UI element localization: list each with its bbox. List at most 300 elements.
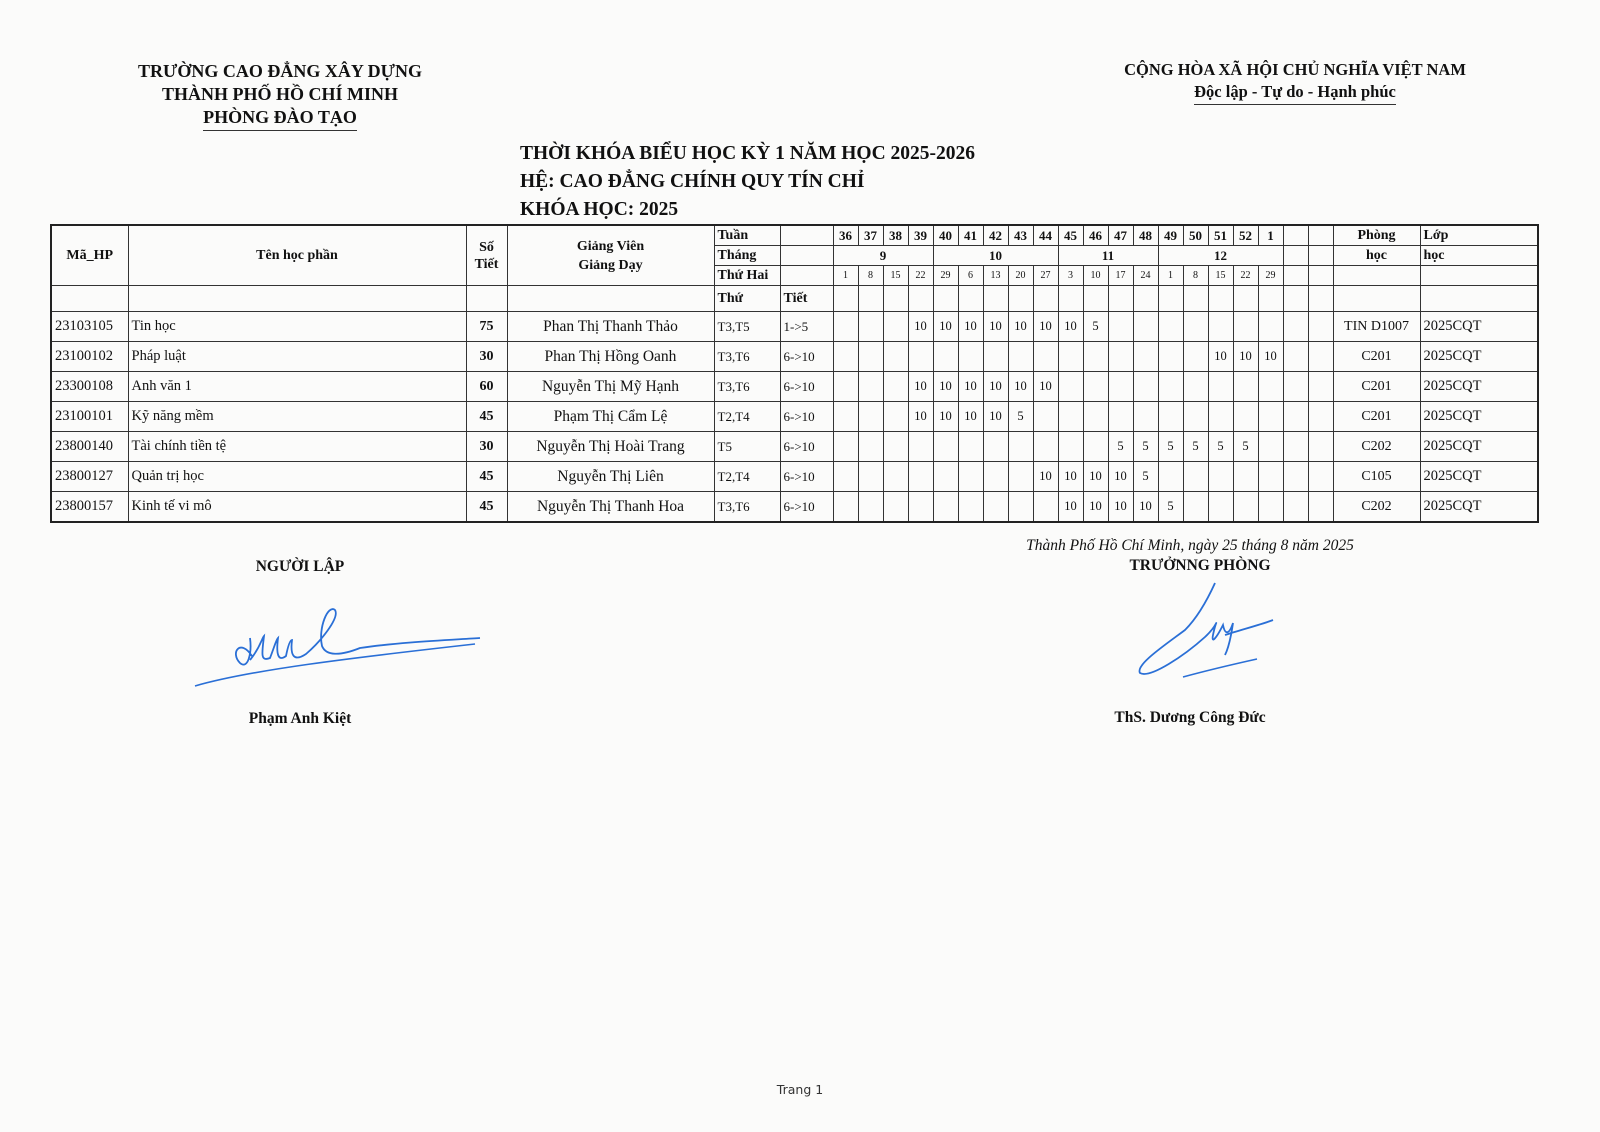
periods-cell: 75 xyxy=(466,312,507,342)
class-cell: 2025CQT xyxy=(1420,372,1538,402)
monday-date-cell: 8 xyxy=(1183,266,1208,286)
empty-cell xyxy=(128,286,466,312)
week-hours-cell xyxy=(1208,372,1233,402)
week-hours-cell: 10 xyxy=(908,372,933,402)
week-hours-cell xyxy=(1008,492,1033,523)
week-hours-cell: 10 xyxy=(933,312,958,342)
week-hours-cell xyxy=(883,402,908,432)
week-number-cell: 38 xyxy=(883,225,908,246)
week-hours-cell: 10 xyxy=(1108,462,1133,492)
empty-cell xyxy=(1283,286,1308,312)
so-tiet-line2: Tiết xyxy=(474,256,499,272)
week-number-cell: 40 xyxy=(933,225,958,246)
col-header-lop-1: Lớp xyxy=(1420,225,1538,246)
week-hours-cell: 10 xyxy=(1008,312,1033,342)
week-hours-cell xyxy=(1233,372,1258,402)
week-hours-cell xyxy=(833,342,858,372)
week-hours-cell xyxy=(1108,402,1133,432)
week-hours-cell xyxy=(1258,492,1283,523)
week-hours-cell xyxy=(1208,402,1233,432)
week-hours-cell xyxy=(1258,462,1283,492)
week-hours-cell xyxy=(1208,492,1233,523)
table-row xyxy=(51,402,1538,432)
week-hours-cell: 10 xyxy=(1033,312,1058,342)
week-hours-cell: 10 xyxy=(1208,342,1233,372)
left-signature-image xyxy=(190,598,490,698)
week-hours-cell xyxy=(883,342,908,372)
empty-cell xyxy=(1008,286,1033,312)
week-hours-cell xyxy=(1158,312,1183,342)
week-hours-cell xyxy=(983,492,1008,523)
monday-date-cell: 15 xyxy=(883,266,908,286)
course-name-cell: Kỹ năng mềm xyxy=(128,402,466,432)
week-hours-cell: 5 xyxy=(1183,432,1208,462)
month-cell: 12 xyxy=(1158,246,1283,266)
week-hours-cell xyxy=(833,432,858,462)
week-hours-cell xyxy=(908,432,933,462)
periods-cell: 45 xyxy=(466,402,507,432)
periods-cell: 30 xyxy=(466,342,507,372)
week-hours-cell: 5 xyxy=(1208,432,1233,462)
week-hours-cell xyxy=(858,402,883,432)
week-hours-cell xyxy=(1058,402,1083,432)
week-hours-cell xyxy=(1308,462,1333,492)
week-hours-cell xyxy=(1183,312,1208,342)
week-hours-cell: 10 xyxy=(1033,372,1058,402)
empty-cell xyxy=(958,286,983,312)
empty-cell xyxy=(1208,286,1233,312)
monday-date-cell: 13 xyxy=(983,266,1008,286)
week-number-cell: 44 xyxy=(1033,225,1058,246)
empty-cell xyxy=(908,286,933,312)
week-number-cell: 46 xyxy=(1083,225,1108,246)
month-cell xyxy=(1283,246,1308,266)
week-hours-cell xyxy=(1308,432,1333,462)
week-hours-cell xyxy=(1183,492,1208,523)
week-number-cell: 48 xyxy=(1133,225,1158,246)
country-name: CỘNG HÒA XÃ HỘI CHỦ NGHĨA VIỆT NAM xyxy=(1124,60,1466,79)
label-thu-hai: Thứ Hai xyxy=(714,266,780,286)
course-code-cell: 23100102 xyxy=(51,342,128,372)
room-cell: C202 xyxy=(1333,432,1420,462)
week-hours-cell xyxy=(1258,312,1283,342)
class-cell: 2025CQT xyxy=(1420,342,1538,372)
week-hours-cell xyxy=(1183,342,1208,372)
col-header-so-tiet xyxy=(466,225,507,286)
week-number-cell: 41 xyxy=(958,225,983,246)
empty-cell xyxy=(1420,286,1538,312)
week-hours-cell xyxy=(1033,402,1058,432)
room-cell: C201 xyxy=(1333,342,1420,372)
col-header-phong-1: Phòng xyxy=(1333,225,1420,246)
table-row xyxy=(51,312,1538,342)
school-header xyxy=(110,60,450,131)
week-hours-cell: 10 xyxy=(958,312,983,342)
week-hours-cell xyxy=(1258,432,1283,462)
empty-cell xyxy=(1333,266,1420,286)
monday-date-cell: 20 xyxy=(1008,266,1033,286)
document-title: THỜI KHÓA BIỂU HỌC KỲ 1 NĂM HỌC 2025-2026 xyxy=(520,143,976,164)
week-hours-cell xyxy=(1158,462,1183,492)
week-hours-cell xyxy=(833,492,858,523)
week-hours-cell xyxy=(1233,312,1258,342)
page-number: Trang 1 xyxy=(776,1082,824,1097)
week-hours-cell xyxy=(1158,402,1183,432)
monday-date-cell: 1 xyxy=(1158,266,1183,286)
col-header-ten-hp: Tên học phần xyxy=(128,225,466,286)
empty-cell xyxy=(933,286,958,312)
period-range-cell: 6->10 xyxy=(780,342,833,372)
national-motto xyxy=(1100,59,1490,105)
week-hours-cell xyxy=(908,492,933,523)
empty-cell xyxy=(983,286,1008,312)
week-hours-cell xyxy=(1308,372,1333,402)
right-signature-image xyxy=(1125,575,1285,685)
week-hours-cell: 10 xyxy=(958,372,983,402)
empty-cell xyxy=(1133,286,1158,312)
week-hours-cell xyxy=(933,432,958,462)
week-hours-cell xyxy=(1008,462,1033,492)
week-hours-cell xyxy=(1083,432,1108,462)
empty-cell xyxy=(1308,286,1333,312)
week-hours-cell: 10 xyxy=(958,402,983,432)
empty-cell xyxy=(51,286,128,312)
week-hours-cell xyxy=(1308,312,1333,342)
weekday-cell: T3,T6 xyxy=(714,342,780,372)
week-hours-cell xyxy=(1058,372,1083,402)
course-name-cell: Pháp luật xyxy=(128,342,466,372)
empty-cell xyxy=(507,286,714,312)
room-cell: C201 xyxy=(1333,372,1420,402)
date-line: Thành Phố Hồ Chí Minh, ngày 25 tháng 8 năm 2025 xyxy=(1026,537,1354,554)
monday-date-cell: 22 xyxy=(908,266,933,286)
week-hours-cell xyxy=(1233,402,1258,432)
empty-cell xyxy=(1108,286,1133,312)
week-hours-cell xyxy=(1308,492,1333,523)
lecturer-cell: Nguyễn Thị Mỹ Hạnh xyxy=(507,372,714,402)
class-cell: 2025CQT xyxy=(1420,462,1538,492)
lecturer-cell: Phan Thị Hồng Oanh xyxy=(507,342,714,372)
empty-cell xyxy=(833,286,858,312)
week-hours-cell: 10 xyxy=(1033,462,1058,492)
empty-cell xyxy=(1233,286,1258,312)
periods-cell: 60 xyxy=(466,372,507,402)
period-range-cell: 1->5 xyxy=(780,312,833,342)
cohort-line: KHÓA HỌC: 2025 xyxy=(520,199,679,220)
week-number-cell xyxy=(1308,225,1333,246)
week-number-cell: 51 xyxy=(1208,225,1233,246)
week-hours-cell xyxy=(833,372,858,402)
week-hours-cell xyxy=(1008,432,1033,462)
col-header-phong-2: học xyxy=(1333,246,1420,266)
week-hours-cell xyxy=(858,312,883,342)
week-hours-cell xyxy=(883,462,908,492)
lecturer-cell: Phan Thị Thanh Thảo xyxy=(507,312,714,342)
week-hours-cell: 10 xyxy=(983,312,1008,342)
monday-date-cell: 27 xyxy=(1033,266,1058,286)
course-name-cell: Anh văn 1 xyxy=(128,372,466,402)
week-hours-cell xyxy=(1233,462,1258,492)
empty-cell xyxy=(780,266,833,286)
weekday-cell: T2,T4 xyxy=(714,402,780,432)
week-hours-cell xyxy=(958,462,983,492)
monday-date-cell: 29 xyxy=(933,266,958,286)
course-code-cell: 23800127 xyxy=(51,462,128,492)
week-hours-cell xyxy=(1033,342,1058,372)
week-hours-cell xyxy=(1108,312,1133,342)
period-range-cell: 6->10 xyxy=(780,462,833,492)
giang-vien-line2: Giảng Dạy xyxy=(578,257,643,273)
week-hours-cell xyxy=(883,372,908,402)
class-cell: 2025CQT xyxy=(1420,492,1538,523)
monday-date-cell: 6 xyxy=(958,266,983,286)
week-hours-cell xyxy=(1208,462,1233,492)
col-header-lop-2: học xyxy=(1420,246,1538,266)
week-hours-cell: 10 xyxy=(1058,312,1083,342)
course-code-cell: 23800157 xyxy=(51,492,128,523)
sub-header-row xyxy=(51,286,1538,312)
week-hours-cell: 10 xyxy=(1008,372,1033,402)
week-number-cell: 36 xyxy=(833,225,858,246)
empty-cell xyxy=(1158,286,1183,312)
col-header-ma-hp: Mã_HP xyxy=(51,225,128,286)
lecturer-cell: Nguyễn Thị Thanh Hoa xyxy=(507,492,714,523)
week-hours-cell xyxy=(983,432,1008,462)
periods-cell: 30 xyxy=(466,432,507,462)
monday-date-cell xyxy=(1283,266,1308,286)
room-cell: C105 xyxy=(1333,462,1420,492)
empty-cell xyxy=(1033,286,1058,312)
week-hours-cell xyxy=(833,312,858,342)
class-cell: 2025CQT xyxy=(1420,312,1538,342)
week-hours-cell: 10 xyxy=(1108,492,1133,523)
giang-vien-line1: Giảng Viên xyxy=(576,238,645,254)
label-tuan: Tuần xyxy=(714,225,780,246)
course-name-cell: Tài chính tiền tệ xyxy=(128,432,466,462)
left-signer-title: NGƯỜI LẬP xyxy=(255,558,345,575)
table-row xyxy=(51,372,1538,402)
week-hours-cell xyxy=(908,462,933,492)
week-hours-cell xyxy=(1183,372,1208,402)
course-name-cell: Quản trị học xyxy=(128,462,466,492)
monday-date-cell xyxy=(1308,266,1333,286)
periods-cell: 45 xyxy=(466,492,507,523)
empty-cell xyxy=(780,246,833,266)
weekday-cell: T3,T5 xyxy=(714,312,780,342)
label-thu: Thứ xyxy=(714,286,780,312)
week-hours-cell: 5 xyxy=(1108,432,1133,462)
week-hours-cell xyxy=(833,402,858,432)
week-hours-cell: 5 xyxy=(1133,462,1158,492)
week-hours-cell: 5 xyxy=(1008,402,1033,432)
empty-cell xyxy=(1083,286,1108,312)
lecturer-cell: Nguyễn Thị Hoài Trang xyxy=(507,432,714,462)
week-hours-cell xyxy=(1233,492,1258,523)
week-hours-cell xyxy=(1158,372,1183,402)
lecturer-cell: Phạm Thị Cẩm Lệ xyxy=(507,402,714,432)
period-range-cell: 6->10 xyxy=(780,432,833,462)
week-hours-cell: 10 xyxy=(1258,342,1283,372)
empty-cell xyxy=(858,286,883,312)
school-name-line1: TRƯỜNG CAO ĐẲNG XÂY DỰNG xyxy=(138,61,422,81)
week-hours-cell: 10 xyxy=(1058,462,1083,492)
week-number-cell: 1 xyxy=(1258,225,1283,246)
month-cell: 10 xyxy=(933,246,1058,266)
week-hours-cell xyxy=(1083,402,1108,432)
week-hours-cell xyxy=(858,342,883,372)
right-signer-name: ThS. Dương Công Đức xyxy=(1114,709,1266,726)
weekday-cell: T2,T4 xyxy=(714,462,780,492)
monday-date-cell: 17 xyxy=(1108,266,1133,286)
monday-date-cell: 29 xyxy=(1258,266,1283,286)
week-hours-cell xyxy=(1058,432,1083,462)
course-code-cell: 23103105 xyxy=(51,312,128,342)
room-cell: C202 xyxy=(1333,492,1420,523)
week-hours-cell: 5 xyxy=(1083,312,1108,342)
col-header-giang-vien xyxy=(507,225,714,286)
week-number-cell xyxy=(1283,225,1308,246)
week-hours-cell xyxy=(933,492,958,523)
week-hours-cell xyxy=(883,492,908,523)
month-cell: 11 xyxy=(1058,246,1158,266)
week-hours-cell xyxy=(1133,312,1158,342)
empty-cell xyxy=(1258,286,1283,312)
room-cell: TIN D1007 xyxy=(1333,312,1420,342)
week-number-cell: 50 xyxy=(1183,225,1208,246)
monday-date-cell: 22 xyxy=(1233,266,1258,286)
week-hours-cell xyxy=(1283,462,1308,492)
week-hours-cell xyxy=(1183,402,1208,432)
empty-cell xyxy=(1183,286,1208,312)
table-row xyxy=(51,432,1538,462)
week-hours-cell xyxy=(958,492,983,523)
week-hours-cell xyxy=(1283,312,1308,342)
week-number-cell: 42 xyxy=(983,225,1008,246)
week-hours-cell xyxy=(1258,372,1283,402)
period-range-cell: 6->10 xyxy=(780,492,833,523)
week-number-cell: 52 xyxy=(1233,225,1258,246)
course-code-cell: 23100101 xyxy=(51,402,128,432)
monday-date-cell: 8 xyxy=(858,266,883,286)
month-cell: 9 xyxy=(833,246,933,266)
week-number-cell: 39 xyxy=(908,225,933,246)
week-hours-cell xyxy=(908,342,933,372)
label-thang: Tháng xyxy=(714,246,780,266)
week-hours-cell xyxy=(1133,402,1158,432)
week-hours-cell xyxy=(1083,342,1108,372)
week-hours-cell xyxy=(858,492,883,523)
table-row xyxy=(51,342,1538,372)
week-hours-cell xyxy=(1283,492,1308,523)
course-name-cell: Tin học xyxy=(128,312,466,342)
week-hours-cell xyxy=(1258,402,1283,432)
week-hours-cell xyxy=(1283,342,1308,372)
week-hours-cell xyxy=(1133,342,1158,372)
week-hours-cell: 10 xyxy=(983,372,1008,402)
week-hours-cell xyxy=(858,462,883,492)
week-hours-cell xyxy=(1008,342,1033,372)
week-hours-cell xyxy=(1108,372,1133,402)
week-hours-cell xyxy=(958,342,983,372)
week-hours-cell xyxy=(883,432,908,462)
monday-date-cell: 10 xyxy=(1083,266,1108,286)
week-hours-cell xyxy=(1133,372,1158,402)
week-hours-cell xyxy=(1083,372,1108,402)
week-hours-cell xyxy=(1283,402,1308,432)
empty-cell xyxy=(1058,286,1083,312)
week-number-cell: 47 xyxy=(1108,225,1133,246)
course-code-cell: 23800140 xyxy=(51,432,128,462)
left-signer-name: Phạm Anh Kiệt xyxy=(248,710,352,727)
so-tiet-line1: Số xyxy=(479,239,494,255)
empty-cell xyxy=(780,225,833,246)
room-cell: C201 xyxy=(1333,402,1420,432)
school-name-line2: THÀNH PHỐ HỒ CHÍ MINH xyxy=(161,84,398,104)
table-row xyxy=(51,462,1538,492)
week-hours-cell xyxy=(958,432,983,462)
week-hours-cell: 10 xyxy=(1058,492,1083,523)
week-number-cell: 43 xyxy=(1008,225,1033,246)
week-hours-cell xyxy=(1033,432,1058,462)
week-hours-cell xyxy=(1208,312,1233,342)
document-titles xyxy=(520,140,975,224)
week-hours-cell: 10 xyxy=(1083,462,1108,492)
monday-date-cell: 1 xyxy=(833,266,858,286)
week-hours-cell: 10 xyxy=(1233,342,1258,372)
week-hours-cell: 10 xyxy=(983,402,1008,432)
week-hours-cell: 5 xyxy=(1133,432,1158,462)
week-hours-cell: 10 xyxy=(933,372,958,402)
week-hours-cell xyxy=(1283,372,1308,402)
motto: Độc lập - Tự do - Hạnh phúc xyxy=(1194,81,1396,105)
week-hours-cell xyxy=(1183,462,1208,492)
table-row xyxy=(51,492,1538,523)
period-range-cell: 6->10 xyxy=(780,372,833,402)
week-hours-cell xyxy=(858,432,883,462)
course-code-cell: 23300108 xyxy=(51,372,128,402)
course-name-cell: Kinh tế vi mô xyxy=(128,492,466,523)
monday-date-cell: 3 xyxy=(1058,266,1083,286)
program-line: HỆ: CAO ĐẲNG CHÍNH QUY TÍN CHỈ xyxy=(520,171,865,192)
week-hours-cell xyxy=(1308,402,1333,432)
week-hours-cell: 10 xyxy=(908,402,933,432)
class-cell: 2025CQT xyxy=(1420,432,1538,462)
period-range-cell: 6->10 xyxy=(780,402,833,432)
week-hours-cell xyxy=(933,342,958,372)
empty-cell xyxy=(883,286,908,312)
week-hours-cell xyxy=(858,372,883,402)
weekday-cell: T3,T6 xyxy=(714,492,780,523)
label-tiet: Tiết xyxy=(780,286,833,312)
week-hours-cell xyxy=(1308,342,1333,372)
weekday-cell: T3,T6 xyxy=(714,372,780,402)
week-number-cell: 49 xyxy=(1158,225,1183,246)
week-number-cell: 37 xyxy=(858,225,883,246)
week-hours-cell xyxy=(1283,432,1308,462)
lecturer-cell: Nguyễn Thị Liên xyxy=(507,462,714,492)
periods-cell: 45 xyxy=(466,462,507,492)
week-hours-cell: 10 xyxy=(1133,492,1158,523)
empty-cell xyxy=(466,286,507,312)
week-hours-cell xyxy=(1158,342,1183,372)
class-cell: 2025CQT xyxy=(1420,402,1538,432)
week-hours-cell: 5 xyxy=(1233,432,1258,462)
week-hours-cell xyxy=(1033,492,1058,523)
month-cell xyxy=(1308,246,1333,266)
week-hours-cell: 10 xyxy=(908,312,933,342)
week-row xyxy=(51,225,1538,246)
monday-date-cell: 15 xyxy=(1208,266,1233,286)
